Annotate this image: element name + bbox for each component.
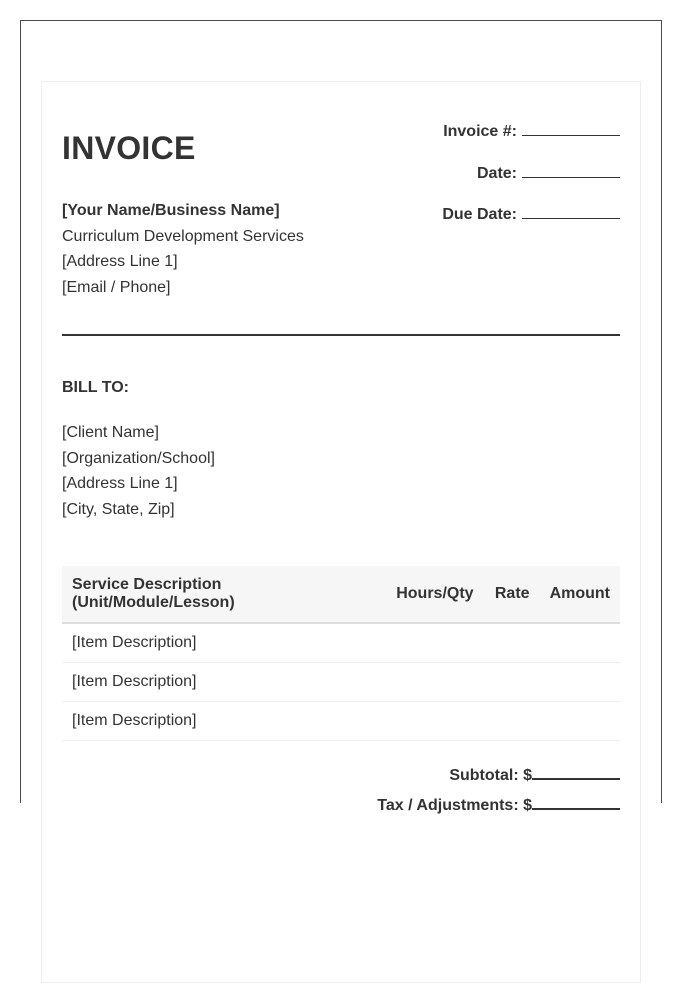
- sender-name: [Your Name/Business Name]: [62, 202, 280, 219]
- invoice-number-label: Invoice #:: [443, 123, 517, 140]
- due-date-row: [442, 205, 620, 224]
- header-divider: [62, 334, 620, 336]
- row-rate: [484, 623, 540, 663]
- header-amount: Amount: [540, 566, 620, 623]
- row-amount: [540, 702, 620, 741]
- sender-service: Curriculum Development Services: [62, 227, 304, 245]
- line-items-table: [62, 566, 620, 741]
- header-description: [62, 566, 386, 623]
- due-date-label: Due Date:: [442, 206, 517, 223]
- bill-to-block: [62, 420, 215, 523]
- row-description: [Item Description]: [62, 702, 386, 741]
- row-hours: [386, 702, 484, 741]
- row-rate: [484, 663, 540, 702]
- client-name: [Client Name]: [62, 424, 159, 441]
- client-address: [Address Line 1]: [62, 475, 178, 493]
- row-hours: [386, 623, 484, 663]
- header-description-line2: (Unit/Module/Lesson): [72, 594, 235, 611]
- tax-label: Tax / Adjustments: $: [377, 797, 532, 814]
- table-row: [62, 702, 620, 741]
- date-row: [477, 164, 620, 183]
- row-amount: [540, 663, 620, 702]
- table-header-row: [62, 566, 620, 623]
- client-organization: [Organization/School]: [62, 449, 215, 467]
- invoice-title: INVOICE: [62, 130, 196, 166]
- table-row: [62, 623, 620, 663]
- subtotal-row: [449, 765, 620, 785]
- sender-address: [Address Line 1]: [62, 253, 178, 271]
- row-rate: [484, 702, 540, 741]
- sender-block: [62, 198, 304, 301]
- client-city-state-zip: [City, State, Zip]: [62, 501, 175, 519]
- row-description: [Item Description]: [62, 623, 386, 663]
- subtotal-label: Subtotal: $: [449, 767, 532, 784]
- header-hours: Hours/Qty: [386, 566, 484, 623]
- tax-row: [377, 795, 620, 815]
- tax-blank: [532, 795, 620, 810]
- subtotal-blank: [532, 765, 620, 780]
- bill-to-heading: BILL TO:: [62, 379, 129, 396]
- invoice-number-row: [443, 122, 620, 141]
- table-row: [62, 663, 620, 702]
- row-hours: [386, 663, 484, 702]
- invoice-page: [41, 81, 641, 983]
- due-date-blank: [522, 205, 620, 219]
- row-description: [Item Description]: [62, 663, 386, 702]
- invoice-number-blank: [522, 122, 620, 136]
- sender-contact: [Email / Phone]: [62, 279, 171, 297]
- date-label: Date:: [476, 165, 517, 182]
- document-viewport[interactable]: [20, 20, 662, 814]
- row-amount: [540, 623, 620, 663]
- date-blank: [522, 164, 620, 178]
- header-rate: Rate: [484, 566, 540, 623]
- header-description-line1: Service Description: [72, 576, 222, 593]
